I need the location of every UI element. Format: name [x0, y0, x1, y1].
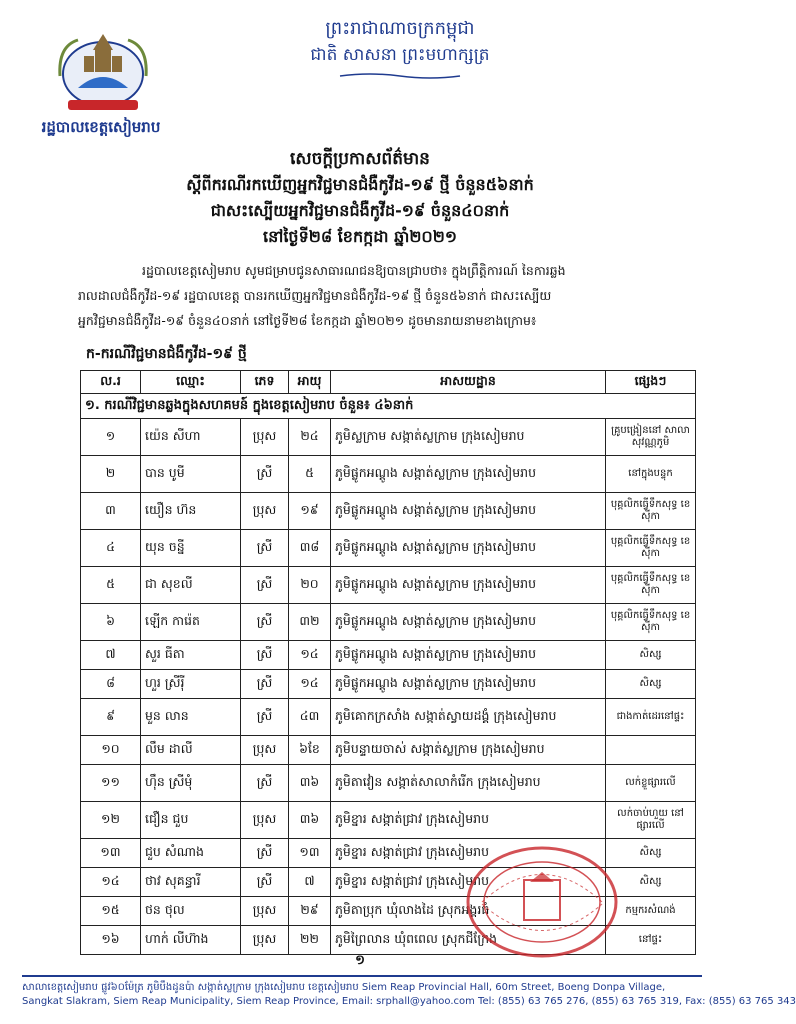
row-address: ភូមិផ្លូកអណ្តូង សង្កាត់ស្លក្រាម ក្រុងសៀមរាប: [331, 493, 606, 530]
row-name: ហួរ ស្រីរ៉ី: [141, 670, 241, 699]
row-note: នៅក្នុងបន្ទុក: [606, 456, 696, 493]
row-sex: ស្រី: [241, 456, 289, 493]
row-address: ភូមិស្លក្រាម សង្កាត់ស្លក្រាម ក្រុងសៀមរាប: [331, 419, 606, 456]
row-name: មួន លាន: [141, 699, 241, 736]
row-sex: ស្រី: [241, 670, 289, 699]
row-sex: ស្រី: [241, 699, 289, 736]
row-name: ហាក់ លីហ៊ាង: [141, 926, 241, 955]
row-address: ភូមិផ្លូកអណ្តូង សង្កាត់ស្លក្រាម ក្រុងសៀមរាប: [331, 604, 606, 641]
row-number: ១: [81, 419, 141, 456]
table-row: [81, 670, 696, 699]
header-age: អាយុ: [289, 371, 331, 394]
footer-line-2: Sangkat Slakram, Siem Reap Municipality, Siem Reap Province, Email: srphall@yahoo.com Tel: (855) 63 765 276, (855) 63 765 319, Fax: (855) 63 765 343: [22, 996, 796, 1007]
row-age: ៥: [289, 456, 331, 493]
footer-divider: [22, 975, 702, 977]
row-address: ភូមិផ្លូកអណ្តូង សង្កាត់ស្លក្រាម ក្រុងសៀមរាប: [331, 670, 606, 699]
row-note: បុគ្គលិកធ្វើទឹកសុទ្ធ ខេស៊ីកា: [606, 567, 696, 604]
intro-line-3: អ្នកវិជ្ជមានជំងឺកូវីដ-១៩ ចំនួន៤០នាក់ នៅថ្ងៃទី២៨ ខែកក្កដា ឆ្នាំ២០២១ ដូចមានរាយនាមខាងក្រោម៖: [78, 313, 537, 328]
row-note: នៅផ្ទះ: [606, 926, 696, 955]
row-note: [606, 736, 696, 765]
row-note: លក់ចាប់ហួយ នៅផ្សារលើ: [606, 802, 696, 839]
intro-line-2: រាលដាលជំងឺកូវីដ-១៩ រដ្ឋបាលខេត្ត បានរកឃើញអ្នកវិជ្ជមានជំងឺកូវីដ-១៩ ថ្មី ចំនួន៥៦នាក់ ជាសះស្បើយ: [78, 288, 552, 303]
row-note: សិស្ស: [606, 641, 696, 670]
ornament-divider-icon: [340, 72, 460, 80]
row-number: ៦: [81, 604, 141, 641]
official-seal-stamp: [462, 842, 622, 962]
row-number: ១៤: [81, 868, 141, 897]
row-number: ១៦: [81, 926, 141, 955]
table-row: [81, 765, 696, 802]
row-sex: ប្រុស: [241, 493, 289, 530]
national-motto: ជាតិ សាសនា ព្រះមហាក្សត្រ: [310, 45, 490, 65]
row-name: បាន បូមី: [141, 456, 241, 493]
row-address: ភូមិព្រៃលាន ឃុំពពេល ស្រុកជីក្រែង: [331, 926, 606, 955]
header-address: អាសយដ្ឋាន: [331, 371, 606, 394]
group-row: [81, 394, 696, 419]
row-sex: ស្រី: [241, 641, 289, 670]
table-row: [81, 456, 696, 493]
row-name: ជា សុខលី: [141, 567, 241, 604]
row-name: យឿន ហ៊ន: [141, 493, 241, 530]
row-address: ភូមិគោកក្រសាំង សង្កាត់ស្វាយដង្គំ ក្រុងសៀមរាប: [331, 699, 606, 736]
row-name: សួរ ធីតា: [141, 641, 241, 670]
row-address: ភូមិផ្លូកអណ្តូង សង្កាត់ស្លក្រាម ក្រុងសៀមរាប: [331, 456, 606, 493]
row-address: ភូមិខ្នារ សង្កាត់ជ្រាវ ក្រុងសៀមរាប: [331, 802, 606, 839]
row-number: ២: [81, 456, 141, 493]
row-sex: ស្រី: [241, 839, 289, 868]
provincial-emblem-logo: [48, 26, 158, 116]
row-age: ១៩: [289, 493, 331, 530]
row-sex: ស្រី: [241, 604, 289, 641]
row-note: ជាងកាត់ដេរនៅផ្ទះ: [606, 699, 696, 736]
row-address: ភូមិតាវៀន សង្កាត់សាលាកំរើក ក្រុងសៀមរាប: [331, 765, 606, 802]
row-age: ៧: [289, 868, 331, 897]
row-address: ភូមិខ្នារ សង្កាត់ជ្រាវ ក្រុងសៀមរាប: [331, 868, 606, 897]
row-note: លក់ខ្លួផ្សារលើ: [606, 765, 696, 802]
row-age: ១៤: [289, 670, 331, 699]
row-number: ៥: [81, 567, 141, 604]
row-name: ថន ថុល: [141, 897, 241, 926]
row-sex: ប្រុស: [241, 926, 289, 955]
section-heading: ក-ករណីវិជ្ជមានជំងឺកូវីដ-១៩ ថ្មី: [86, 346, 247, 362]
row-note: បុគ្គលិកធ្វើទឹកសុទ្ធ ខេស៊ីកា: [606, 530, 696, 567]
page-number: ១: [355, 953, 365, 968]
row-note: សិស្ស: [606, 670, 696, 699]
header-sex: ភេទ: [241, 371, 289, 394]
row-name: ជួប សំណាង: [141, 839, 241, 868]
row-name: យុន ចន្នី: [141, 530, 241, 567]
footer: [22, 981, 796, 1009]
table-row: [81, 530, 696, 567]
row-number: ១១: [81, 765, 141, 802]
row-name: យ៉េន សីហា: [141, 419, 241, 456]
table-row: [81, 567, 696, 604]
row-number: ៤: [81, 530, 141, 567]
row-note: គ្រូបង្រៀននៅ សាលាសុវណ្ណភូមិ: [606, 419, 696, 456]
row-name: លឹម ដាលី: [141, 736, 241, 765]
row-sex: ប្រុស: [241, 419, 289, 456]
row-name: ឡើក ការ៉េត: [141, 604, 241, 641]
table-row: [81, 419, 696, 456]
row-sex: ប្រុស: [241, 802, 289, 839]
row-sex: ស្រី: [241, 530, 289, 567]
table-row: [81, 699, 696, 736]
intro-line-1: រដ្ឋបាលខេត្តសៀមរាប សូមជម្រាបជូនសាធារណជនឱ្យបានជ្រាបថា៖ ក្នុងព្រឹត្តិការណ៍ នៃការឆ្លង: [142, 263, 566, 278]
title-line-4: នៅថ្ងៃទី២៨ ខែកក្កដា ឆ្នាំ២០២១: [263, 227, 457, 246]
row-address: ភូមិផ្លូកអណ្តូង សង្កាត់ស្លក្រាម ក្រុងសៀមរាប: [331, 530, 606, 567]
row-note: បុគ្គលិកធ្វើទឹកសុទ្ធ ខេស៊ីកា: [606, 604, 696, 641]
table-header-row: [81, 371, 696, 394]
header-note: ផ្សេងៗ: [606, 371, 696, 394]
table-row: [81, 604, 696, 641]
group-label: ១. ករណីវិជ្ជមានឆ្លងក្នុងសហគមន៍ ក្នុងខេត្តសៀមរាប ចំនួន៖ ៤៦នាក់: [81, 394, 696, 419]
header-name: ឈ្មោះ: [141, 371, 241, 394]
organization-name: រដ្ឋបាលខេត្តសៀមរាប: [41, 118, 161, 136]
announcement-title: [60, 146, 660, 250]
intro-paragraph: [78, 258, 678, 333]
row-note: សិស្ស: [606, 839, 696, 868]
footer-line-1: សាលាខេត្តសៀមរាប ផ្លូវ៦០ម៉ែត្រ ភូមិបឹងដូនប៉ា សង្កាត់ស្លក្រាម ក្រុងសៀមរាប ខេត្តសៀមរាប Siem Reap Provincial Hall, 60m Street, Boeng Donpa Village,: [22, 982, 666, 993]
row-number: ១៥: [81, 897, 141, 926]
row-age: ៣៦: [289, 802, 331, 839]
row-age: ២៩: [289, 897, 331, 926]
row-age: ១៣: [289, 839, 331, 868]
title-line-1: សេចក្តីប្រកាសព័ត៌មាន: [290, 149, 430, 169]
row-name: ជឿន ជួប: [141, 802, 241, 839]
row-sex: ស្រី: [241, 868, 289, 897]
row-name: ហ៊ឹន ស្រីមុំ: [141, 765, 241, 802]
row-name: ថាវ សុគន្ធារី: [141, 868, 241, 897]
row-address: ភូមិផ្លូកអណ្តូង សង្កាត់ស្លក្រាម ក្រុងសៀមរាប: [331, 641, 606, 670]
row-sex: ប្រុស: [241, 897, 289, 926]
row-sex: ស្រី: [241, 765, 289, 802]
row-number: ៨: [81, 670, 141, 699]
row-note: កម្មករសំណង់: [606, 897, 696, 926]
title-line-3: ជាសះស្បើយអ្នកវិជ្ជមានជំងឺកូវីដ-១៩ ចំនួន៤០នាក់: [210, 201, 510, 220]
row-number: ១៣: [81, 839, 141, 868]
header-no: ល.រ: [81, 371, 141, 394]
row-age: ២០: [289, 567, 331, 604]
row-number: ១២: [81, 802, 141, 839]
table-row: [81, 736, 696, 765]
table-row: [81, 802, 696, 839]
row-number: ១០: [81, 736, 141, 765]
row-number: ៣: [81, 493, 141, 530]
row-note: បុគ្គលិកធ្វើទឹកសុទ្ធ ខេស៊ីកា: [606, 493, 696, 530]
row-address: ភូមិបន្ទាយចាស់ សង្កាត់ស្លក្រាម ក្រុងសៀមរាប: [331, 736, 606, 765]
row-age: ៣៦: [289, 765, 331, 802]
kingdom-heading: ព្រះរាជាណាចក្រកម្ពុជា: [325, 18, 475, 39]
row-age: ៤៣: [289, 699, 331, 736]
row-number: ៩: [81, 699, 141, 736]
table-row: [81, 493, 696, 530]
row-address: ភូមិតាប្រុក ឃុំលាងដៃ ស្រុកអង្គរធំ: [331, 897, 606, 926]
row-sex: ស្រី: [241, 567, 289, 604]
row-age: ២២: [289, 926, 331, 955]
row-number: ៧: [81, 641, 141, 670]
row-age: ៣៨: [289, 530, 331, 567]
row-address: ភូមិខ្នារ សង្កាត់ជ្រាវ ក្រុងសៀមរាប: [331, 839, 606, 868]
table-row: [81, 641, 696, 670]
row-age: ២៤: [289, 419, 331, 456]
row-note: សិស្ស: [606, 868, 696, 897]
row-address: ភូមិផ្លូកអណ្តូង សង្កាត់ស្លក្រាម ក្រុងសៀមរាប: [331, 567, 606, 604]
row-age: ១៤: [289, 641, 331, 670]
row-age: ៦ខែ: [289, 736, 331, 765]
title-line-2: ស្តីពីករណីរកឃើញអ្នកវិជ្ជមានជំងឺកូវីដ-១៩ ថ្មី ចំនួន៥៦នាក់: [186, 175, 534, 194]
row-sex: ប្រុស: [241, 736, 289, 765]
row-age: ៣២: [289, 604, 331, 641]
